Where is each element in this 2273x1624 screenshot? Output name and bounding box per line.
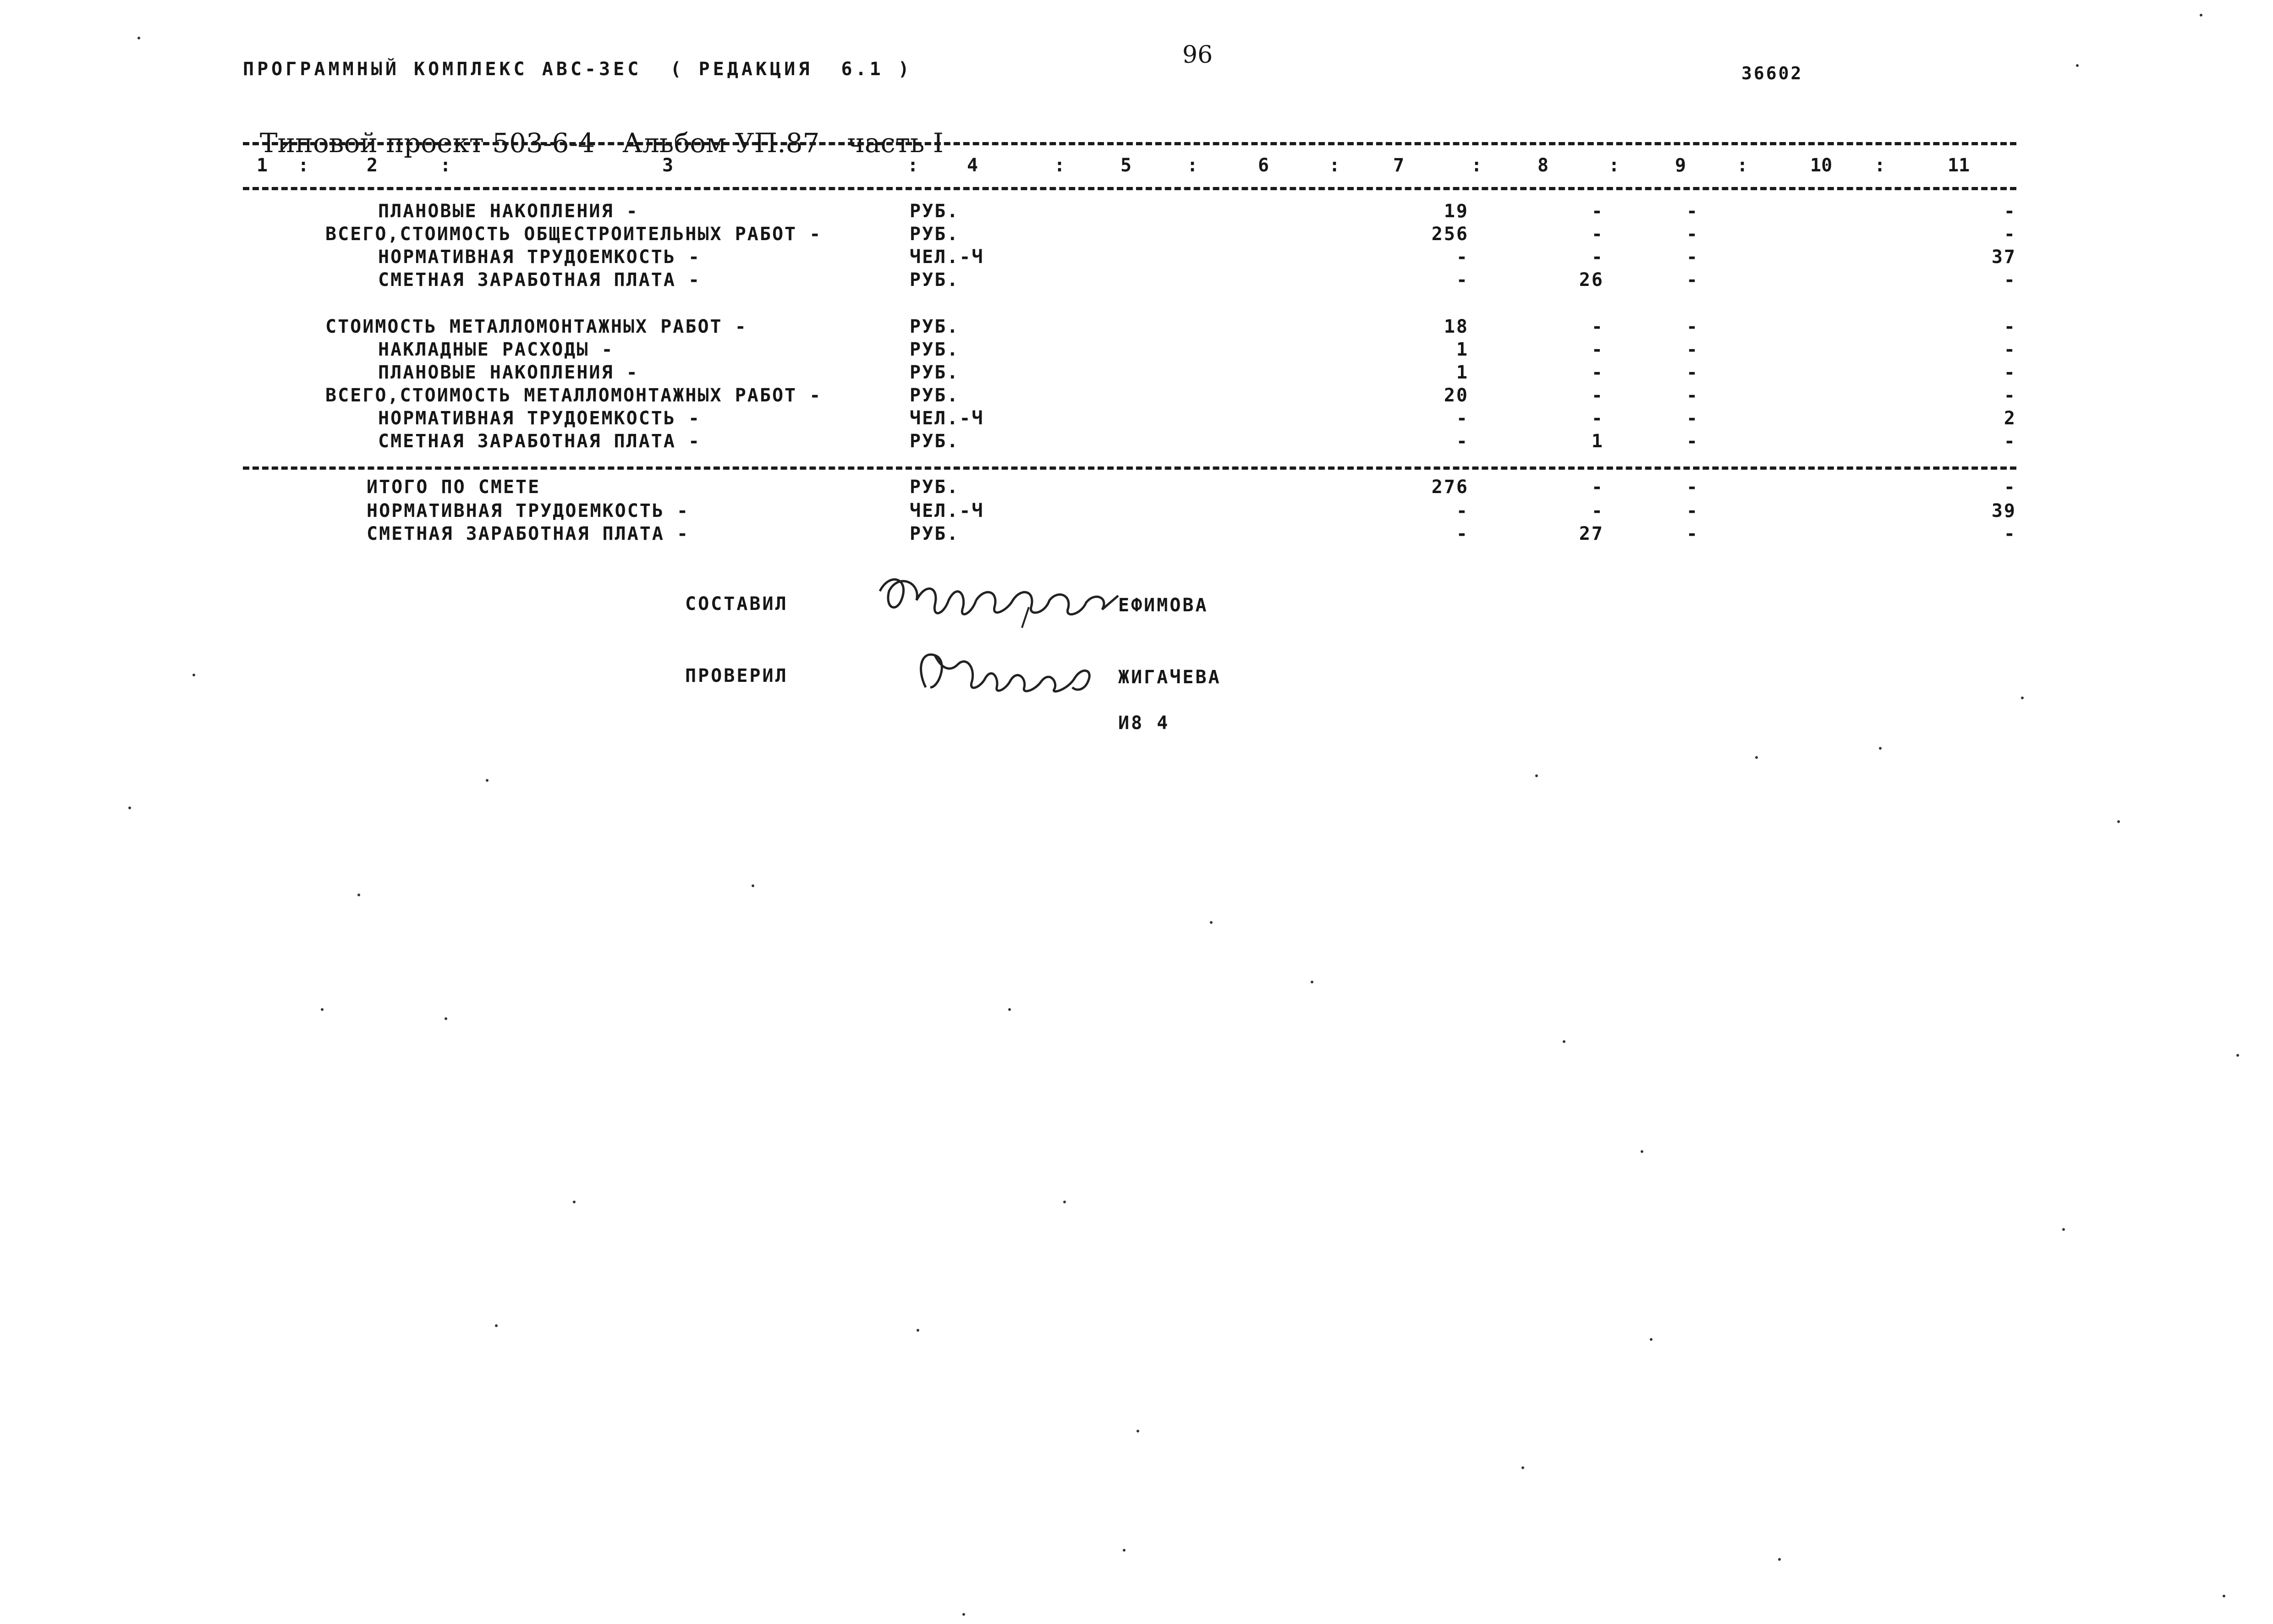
row-unit: РУБ.: [910, 477, 960, 498]
row-col9: -: [1686, 339, 1699, 360]
row-col11: -: [2004, 523, 2016, 544]
column-separator: :: [1471, 155, 1482, 176]
row-col11: -: [2004, 224, 2016, 245]
row-label: СМЕТНАЯ ЗАРАБОТНАЯ ПЛАТА -: [378, 431, 701, 452]
scan-speck: [321, 1008, 324, 1011]
table-row: [0, 408, 2273, 431]
column-number: 3: [662, 155, 674, 176]
column-separator: :: [1054, 155, 1065, 176]
scan-speck: [1535, 774, 1538, 777]
row-unit: РУБ.: [910, 362, 960, 383]
row-unit: РУБ.: [910, 316, 960, 337]
table-row: [0, 477, 2273, 499]
scan-speck: [1008, 1008, 1011, 1011]
column-separator: :: [1609, 155, 1620, 176]
row-col7: 276: [1431, 477, 1469, 498]
row-label: ПЛАНОВЫЕ НАКОПЛЕНИЯ -: [378, 201, 639, 222]
scan-speck: [1778, 1558, 1781, 1561]
row-col7: -: [1456, 523, 1469, 544]
row-unit: РУБ.: [910, 431, 960, 452]
column-separator: :: [1329, 155, 1340, 176]
scan-speck: [495, 1324, 498, 1327]
row-col8: -: [1591, 362, 1604, 383]
composed-by-name: ЕФИМОВА: [1118, 595, 1208, 616]
table-row: [0, 431, 2273, 454]
column-separator: :: [440, 155, 451, 176]
row-col9: -: [1686, 523, 1699, 544]
column-number: 11: [1948, 155, 1970, 176]
column-separator: :: [298, 155, 309, 176]
scan-speck: [357, 894, 360, 896]
row-label: ВСЕГО,СТОИМОСТЬ ОБЩЕСТРОИТЕЛЬНЫХ РАБОТ -: [325, 224, 822, 245]
row-col11: -: [2004, 316, 2016, 337]
row-col9: -: [1686, 269, 1699, 291]
row-col8: -: [1591, 477, 1604, 498]
scan-speck: [1879, 747, 1882, 750]
column-number: 9: [1675, 155, 1686, 176]
row-col9: -: [1686, 431, 1699, 452]
row-label: ИТОГО ПО СМЕТЕ: [367, 477, 541, 498]
row-col7: -: [1456, 247, 1469, 268]
project-name: Типовой проект 503-6-4: [259, 127, 595, 159]
scan-speck: [128, 807, 131, 809]
scan-speck: [962, 1613, 965, 1616]
table-row: [0, 316, 2273, 339]
row-col11: 39: [1991, 500, 2016, 521]
scan-speck: [1311, 981, 1313, 983]
row-unit: РУБ.: [910, 523, 960, 544]
row-col8: -: [1591, 339, 1604, 360]
row-col9: -: [1686, 247, 1699, 268]
column-separator: :: [907, 155, 919, 176]
column-number: 10: [1810, 155, 1833, 176]
row-unit: РУБ.: [910, 224, 960, 245]
scan-speck: [917, 1329, 919, 1332]
scan-speck: [2062, 1228, 2065, 1231]
row-col9: -: [1686, 224, 1699, 245]
scan-speck: [1063, 1201, 1066, 1203]
document-number: 36602: [1741, 63, 1803, 83]
row-label: СТОИМОСТЬ МЕТАЛЛОМОНТАЖНЫХ РАБОТ -: [325, 316, 747, 337]
row-col9: -: [1686, 316, 1699, 337]
row-col11: -: [2004, 477, 2016, 498]
row-col8: -: [1591, 201, 1604, 222]
column-number: 6: [1258, 155, 1269, 176]
footer-code: И8 4: [1118, 713, 1170, 734]
row-col8: -: [1591, 385, 1604, 406]
project-title: [243, 96, 971, 159]
checked-by-name: ЖИГАЧЕВА: [1118, 667, 1221, 688]
row-col11: -: [2004, 269, 2016, 291]
scan-speck: [137, 37, 140, 39]
row-col9: -: [1686, 362, 1699, 383]
scan-speck: [192, 674, 195, 676]
row-col7: 18: [1444, 316, 1469, 337]
scan-speck: [2117, 820, 2120, 823]
column-number: 1: [257, 155, 268, 176]
row-col8: -: [1591, 316, 1604, 337]
row-col7: 19: [1444, 201, 1469, 222]
row-col7: 256: [1431, 224, 1469, 245]
scan-speck: [486, 779, 489, 782]
scan-speck: [1210, 921, 1213, 924]
scan-speck: [1123, 1549, 1126, 1552]
table-row: [0, 339, 2273, 362]
scan-speck: [2076, 64, 2079, 67]
row-unit: РУБ.: [910, 385, 960, 406]
scan-speck: [1641, 1150, 1643, 1153]
scan-speck: [445, 1017, 447, 1020]
row-col8: -: [1591, 224, 1604, 245]
table-top-rule: [243, 142, 2016, 145]
row-label: ПЛАНОВЫЕ НАКОПЛЕНИЯ -: [378, 362, 639, 383]
scan-speck: [1521, 1466, 1524, 1469]
row-col7: -: [1456, 269, 1469, 291]
column-number: 4: [967, 155, 978, 176]
scan-speck: [2223, 1595, 2225, 1597]
row-unit: ЧЕЛ.-Ч: [910, 408, 984, 429]
row-col8: 26: [1579, 269, 1604, 291]
table-row: [0, 269, 2273, 292]
composed-by-label: СОСТАВИЛ: [685, 593, 788, 614]
table-row: [0, 224, 2273, 247]
column-number: 7: [1393, 155, 1405, 176]
column-number: 2: [367, 155, 378, 176]
row-label: СМЕТНАЯ ЗАРАБОТНАЯ ПЛАТА -: [367, 523, 690, 544]
row-col11: 37: [1991, 247, 2016, 268]
page-number: 96: [1182, 41, 1213, 69]
row-col11: -: [2004, 362, 2016, 383]
row-col8: -: [1591, 500, 1604, 521]
column-separator: :: [1737, 155, 1748, 176]
row-col11: 2: [2004, 408, 2016, 429]
checked-signature: [912, 642, 1114, 701]
row-label: НОРМАТИВНАЯ ТРУДОЕМКОСТЬ -: [378, 247, 701, 268]
row-unit: РУБ.: [910, 339, 960, 360]
scan-speck: [2236, 1054, 2239, 1057]
row-col9: -: [1686, 408, 1699, 429]
scan-speck: [752, 884, 754, 887]
column-header-rule: [243, 187, 2016, 190]
part-name: часть I: [847, 127, 944, 159]
program-header: ПРОГРАММНЫЙ КОМПЛЕКС АВС-ЗЕС ( РЕДАКЦИЯ 6.1 ): [243, 59, 912, 80]
column-number: 8: [1537, 155, 1549, 176]
column-separator: :: [1874, 155, 1886, 176]
row-col7: 1: [1456, 339, 1469, 360]
checked-by-label: ПРОВЕРИЛ: [685, 665, 788, 686]
row-col9: -: [1686, 385, 1699, 406]
row-col9: -: [1686, 201, 1699, 222]
row-col8: -: [1591, 408, 1604, 429]
composed-signature: [871, 564, 1127, 632]
table-row: [0, 385, 2273, 408]
row-col8: 27: [1579, 523, 1604, 544]
row-col11: -: [2004, 431, 2016, 452]
row-col7: 20: [1444, 385, 1469, 406]
row-label: НОРМАТИВНАЯ ТРУДОЕМКОСТЬ -: [367, 500, 690, 521]
column-number: 5: [1120, 155, 1132, 176]
table-row: [0, 201, 2273, 224]
table-row: [0, 523, 2273, 546]
scan-speck: [1136, 1430, 1139, 1432]
row-unit: РУБ.: [910, 201, 960, 222]
column-separator: :: [1187, 155, 1198, 176]
scan-speck: [1650, 1338, 1653, 1341]
row-col11: -: [2004, 201, 2016, 222]
row-col11: -: [2004, 339, 2016, 360]
row-col9: -: [1686, 477, 1699, 498]
row-col7: -: [1456, 500, 1469, 521]
row-col7: -: [1456, 408, 1469, 429]
table-row: [0, 247, 2273, 269]
row-label: НАКЛАДНЫЕ РАСХОДЫ -: [378, 339, 614, 360]
row-col8: -: [1591, 247, 1604, 268]
row-unit: ЧЕЛ.-Ч: [910, 500, 984, 521]
row-label: СМЕТНАЯ ЗАРАБОТНАЯ ПЛАТА -: [378, 269, 701, 291]
scan-speck: [1563, 1040, 1565, 1043]
row-label: ВСЕГО,СТОИМОСТЬ МЕТАЛЛОМОНТАЖНЫХ РАБОТ -: [325, 385, 822, 406]
row-unit: ЧЕЛ.-Ч: [910, 247, 984, 268]
scan-speck: [2021, 697, 2024, 699]
table-row: [0, 362, 2273, 385]
totals-rule: [243, 466, 2016, 470]
row-col7: 1: [1456, 362, 1469, 383]
row-col7: -: [1456, 431, 1469, 452]
row-unit: РУБ.: [910, 269, 960, 291]
row-col11: -: [2004, 385, 2016, 406]
scan-speck: [2200, 14, 2202, 16]
scan-speck: [1755, 756, 1758, 759]
album-name: Альбом УП.87: [622, 127, 820, 159]
table-row: [0, 500, 2273, 523]
row-col9: -: [1686, 500, 1699, 521]
row-col8: 1: [1591, 431, 1604, 452]
row-label: НОРМАТИВНАЯ ТРУДОЕМКОСТЬ -: [378, 408, 701, 429]
scan-speck: [573, 1201, 576, 1203]
